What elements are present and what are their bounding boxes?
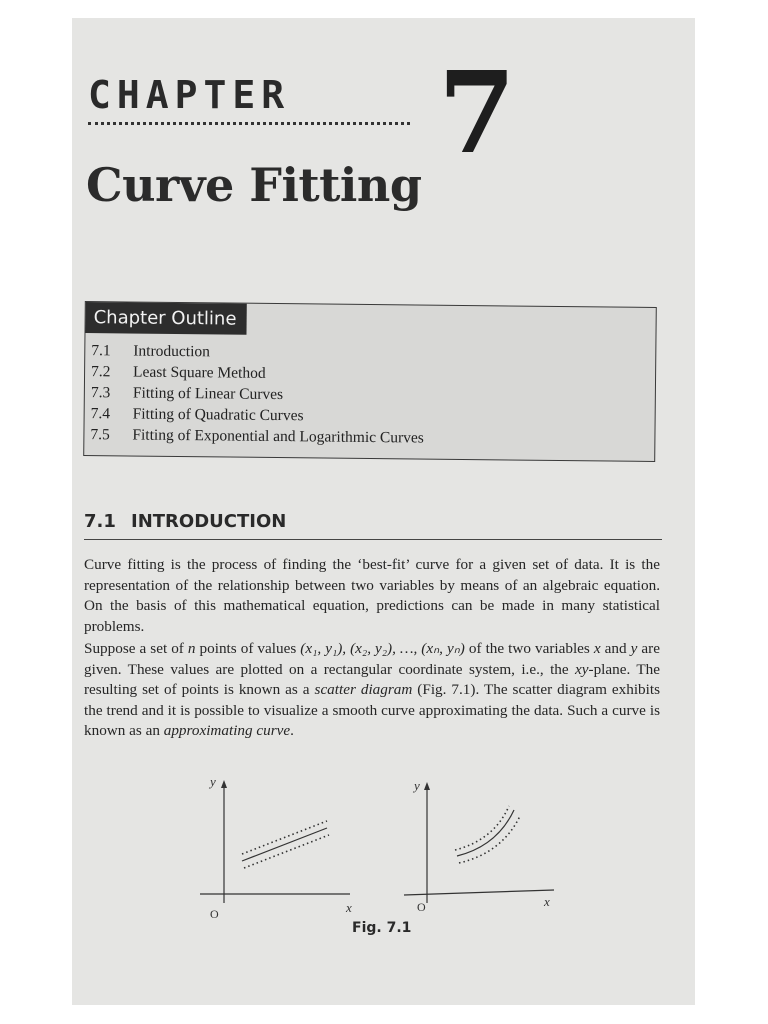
- outline-list: [90, 340, 425, 448]
- curved-scatter-plot: [404, 778, 554, 914]
- chapter-label: CHAPTER: [88, 73, 291, 117]
- scatter-points-upper: [242, 821, 327, 854]
- origin-label: O: [417, 900, 426, 914]
- y-axis-label: y: [210, 774, 216, 789]
- scatter-points-upper: [455, 806, 509, 850]
- scatter-points-lower: [459, 816, 520, 863]
- fit-curve: [457, 810, 514, 856]
- chapter-outline-box: [83, 301, 657, 462]
- section-rule: [84, 539, 662, 540]
- x-axis-label: x: [346, 900, 352, 915]
- scatter-figure: [182, 768, 582, 918]
- origin-label: O: [210, 907, 219, 918]
- paragraph-intro: Curve fitting is the process of finding the ‘best-fit’ curve for a given set of data. It is the representation of the relationship between two variables by means of an algebraic equation. On the basis of this mathematical equation, predictions can be made in many statistical problems.: [84, 556, 660, 635]
- outline-item: 7.4 Fitting of Quadratic Curves: [90, 405, 304, 425]
- section-number: 7.1: [84, 511, 116, 532]
- figure-caption: Fig. 7.1: [352, 920, 412, 936]
- outline-item: 7.1 Introduction: [91, 342, 211, 361]
- paragraph-scatter: Suppose a set of n points of values (x₁, y₁), (x₂, y₂), …, (xₙ, yₙ) of the two variables x and y are given. These values are plotted on a rectangular coordinate system, i.e., the xy-plane. The resulting set of points is known as a scatter diagram (Fig. 7.1). The scatter diagram exhibits the trend and it is possible to visualize a smooth curve approximating the data. Such a curve is known as an approximating curve.: [84, 640, 660, 739]
- fit-line: [242, 828, 327, 861]
- outline-item: 7.3 Fitting of Linear Curves: [90, 384, 284, 404]
- outline-item: 7.5 Fitting of Exponential and Logarithmic Curves: [90, 426, 424, 447]
- dotted-rule: [88, 122, 410, 125]
- x-axis-label: x: [544, 894, 550, 909]
- book-page: [72, 18, 695, 1005]
- outline-heading: Chapter Outline: [85, 302, 246, 335]
- section-title: INTRODUCTION: [131, 511, 287, 532]
- scatter-points-lower: [244, 835, 329, 868]
- y-axis-label: y: [414, 778, 420, 793]
- linear-scatter-plot: [200, 774, 352, 918]
- section-heading: [84, 511, 286, 532]
- chapter-title: Curve Fitting: [86, 158, 422, 212]
- chapter-number: 7: [438, 48, 516, 179]
- outline-item: 7.2 Least Square Method: [90, 363, 266, 382]
